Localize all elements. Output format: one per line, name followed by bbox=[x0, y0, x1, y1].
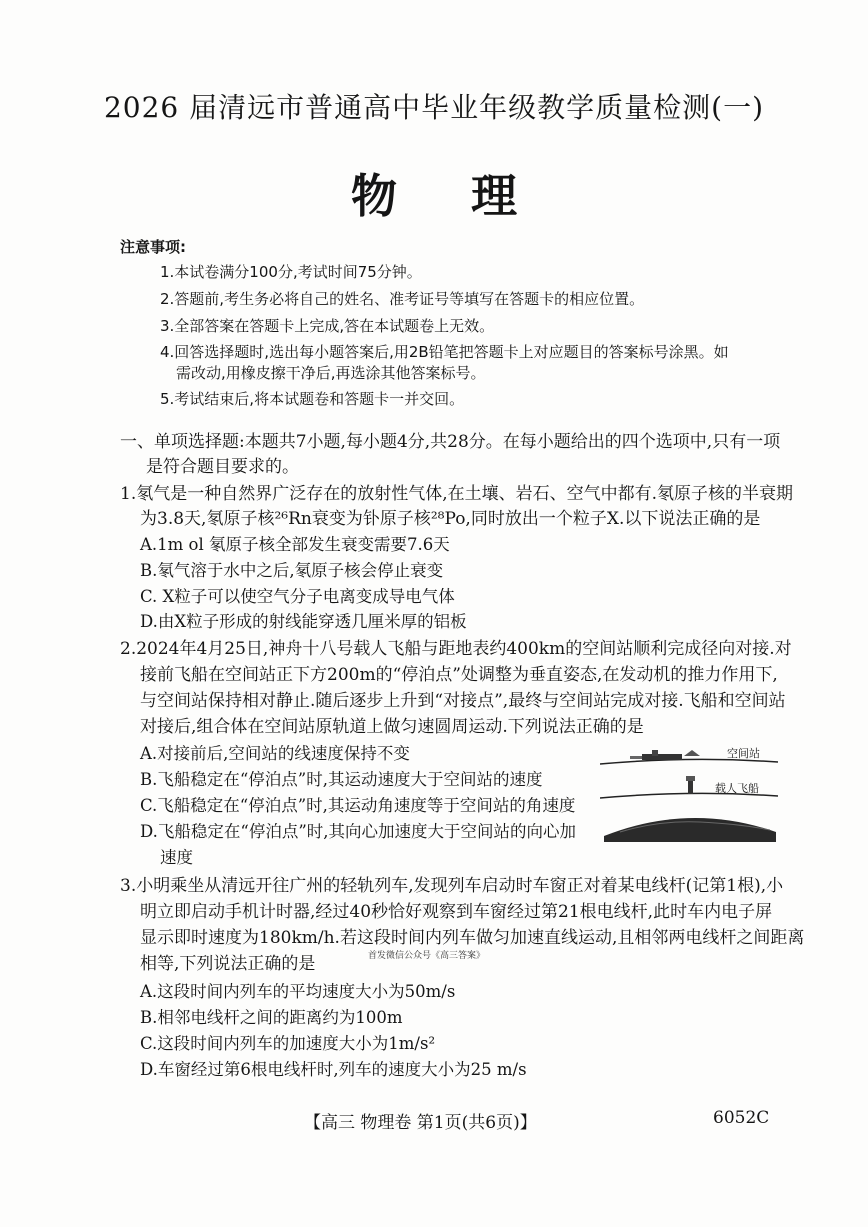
q2-option-a: A.对接前后,空间站的线速度保持不变 bbox=[140, 744, 410, 763]
notices-heading: 注意事项: bbox=[120, 238, 186, 256]
q1-stem: 为3.8天,氡原子核²⁶Rn衰变为钋原子核²⁸Po,同时放出一个粒子X.以下说法正确的是 bbox=[140, 509, 761, 529]
q2-stem: 与空间站保持相对静止.随后逐步上升到“对接点”,最终与空间站完成对接.飞船和空间站 bbox=[140, 691, 786, 711]
q3-option-a: A.这段时间内列车的平均速度大小为50m/s bbox=[140, 982, 456, 1001]
q2-option-c: C.飞船稳定在“停泊点”时,其运动角速度等于空间站的角速度 bbox=[140, 796, 576, 815]
q3-stem: 相等,下列说法正确的是 bbox=[140, 954, 316, 974]
figure-label-station: 空间站 bbox=[727, 747, 760, 760]
subject-title: 物理 bbox=[351, 169, 591, 223]
q1-option-a: A.1m ol 氡原子核全部发生衰变需要7.6天 bbox=[140, 535, 450, 554]
q2-stem: 2.2024年4月25日,神舟十八号载人飞船与距地表约400km的空间站顺利完成径向对接.对 bbox=[120, 639, 792, 659]
section-heading: 一、单项选择题:本题共7小题,每小题4分,共28分。在每小题给出的四个选项中,只有一项 bbox=[120, 432, 781, 452]
q2-option-d: D.飞船稳定在“停泊点”时,其向心加速度大于空间站的向心加 bbox=[140, 822, 577, 841]
q3-stem: 显示即时速度为180km/h.若这段时间内列车做匀加速直线运动,且相邻两电线杆之间距离 bbox=[140, 928, 805, 948]
notice-item: 3.全部答案在答题卡上完成,答在本试题卷上无效。 bbox=[160, 317, 495, 335]
notice-item: 2.答题前,考生务必将自己的姓名、准考证号等填写在答题卡的相应位置。 bbox=[160, 290, 645, 308]
notice-item: 需改动,用橡皮擦干净后,再选涂其他答案标号。 bbox=[176, 364, 486, 382]
figure-label-ship: 载人飞船 bbox=[715, 782, 759, 795]
q2-option-d-cont: 速度 bbox=[160, 848, 193, 867]
q1-option-b: B.氡气溶于水中之后,氡原子核会停止衰变 bbox=[140, 561, 444, 580]
q3-stem: 明立即启动手机计时器,经过40秒恰好观察到车窗经过第21根电线杆,此时车内电子屏 bbox=[140, 902, 773, 922]
q2-stem: 接前飞船在空间站正下方200m的“停泊点”处调整为垂直姿态,在发动机的推力作用下, bbox=[140, 665, 778, 685]
q3-option-c: C.这段时间内列车的加速度大小为1m/s² bbox=[140, 1034, 436, 1053]
q1-stem: 1.氡气是一种自然界广泛存在的放射性气体,在土壤、岩石、空气中都有.氡原子核的半衰期 bbox=[120, 484, 794, 504]
watermark: 首发微信公众号《高三答案》 bbox=[368, 951, 486, 961]
q1-option-d: D.由X粒子形成的射线能穿透几厘米厚的铝板 bbox=[140, 612, 467, 631]
q2-option-b: B.飞船稳定在“停泊点”时,其运动速度大于空间站的速度 bbox=[140, 770, 543, 789]
space-station-icon bbox=[630, 750, 700, 760]
exam-title: 2026 届清远市普通高中毕业年级教学质量检测(一) bbox=[103, 91, 764, 124]
q1-option-c: C. X粒子可以使空气分子电离变成导电气体 bbox=[140, 587, 455, 606]
section-heading-cont: 是符合题目要求的。 bbox=[146, 457, 299, 477]
notice-item: 1.本试卷满分100分,考试时间75分钟。 bbox=[160, 263, 422, 281]
spaceship-icon bbox=[686, 776, 695, 794]
q3-option-b: B.相邻电线杆之间的距离约为100m bbox=[140, 1008, 403, 1027]
notice-item: 4.回答选择题时,选出每小题答案后,用2B铅笔把答题卡上对应题目的答案标号涂黑。如 bbox=[160, 343, 729, 361]
q2-stem: 对接后,组合体在空间站原轨道上做匀速圆周运动.下列说法正确的是 bbox=[140, 717, 644, 737]
q3-option-d: D.车窗经过第6根电线杆时,列车的速度大小为25 m/s bbox=[140, 1060, 527, 1079]
notice-item: 5.考试结束后,将本试题卷和答题卡一并交回。 bbox=[160, 390, 465, 408]
q3-stem: 3.小明乘坐从清远开往广州的轻轨列车,发现列车启动时车窗正对着某电线杆(记第1根),小 bbox=[120, 876, 784, 896]
paper-code: 6052C bbox=[713, 1108, 770, 1128]
page-footer: 【高三 物理卷 第1页(共6页)】 bbox=[304, 1113, 537, 1133]
